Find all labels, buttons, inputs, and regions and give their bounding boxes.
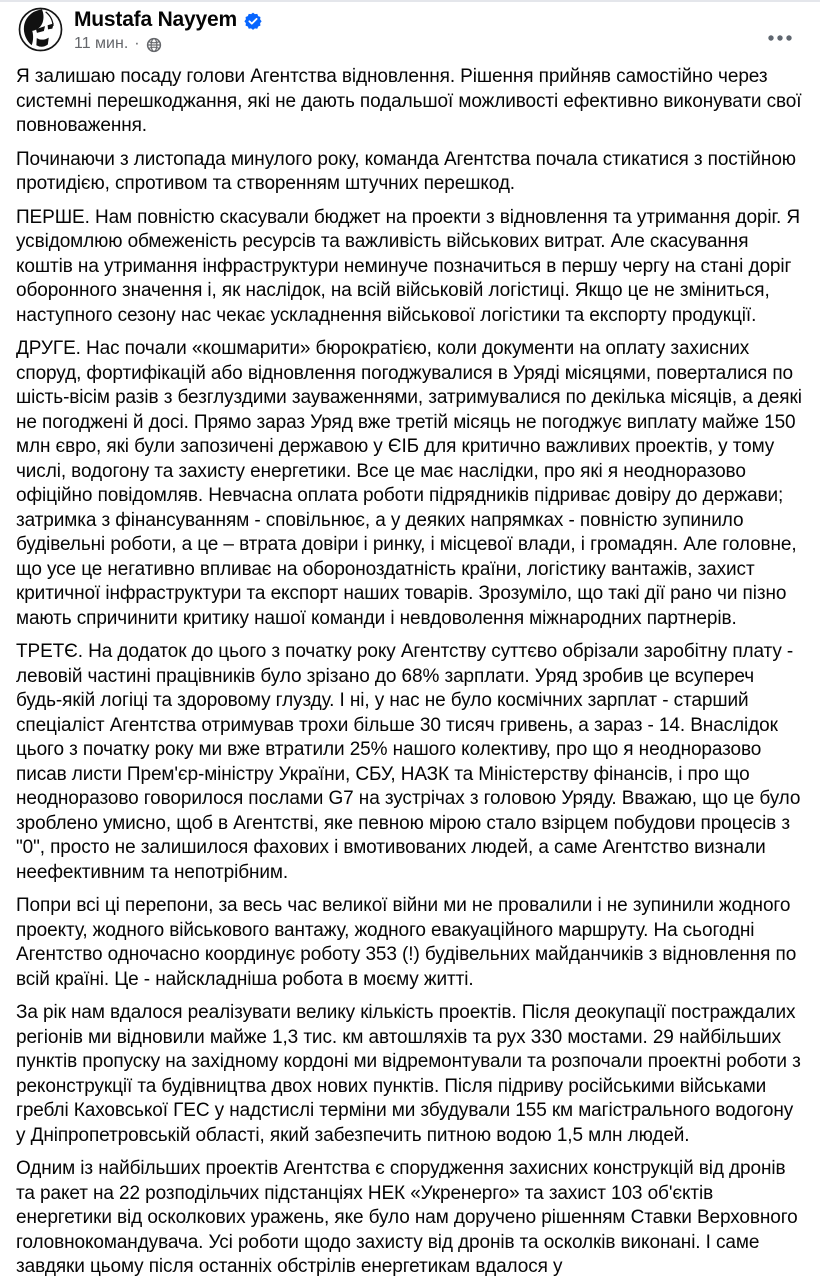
verified-badge-icon	[244, 12, 262, 30]
post-paragraph: ТРЕТЄ. На додаток до цього з початку року Агентству суттєво обрізали заробітну плату - левовій частині працівників було зрізано до 68% зарплати. Уряд зробив це всупереч будь-якій логіці та здоровому глузду. І ні, у нас не було космічних зарплат - старший спеціаліст Агентства отримував трохи більше 30 тисяч гривень, а зараз - 14. Внаслідок цього з початку року ми вже втратили 25% нашого колективу, про що я неодноразово писав листи Прем'єр-міністру України, СБУ, НАЗК та Міністерству фінансів, і про що неодноразово говорилося послами G7 на зустрічах з головою Уряду. Вважаю, що це було зроблено умисно, щоб в Агентстві, яке певною мірою стало взірцем побудови процесів з "0", просто не залишилося фахових і вмотивованих людей, а саме Агентство визнали неефективним та непотрібним.	[16, 641, 801, 883]
post-paragraph: ДРУГЕ. Нас почали «кошмарити» бюрократією, коли документи на оплату захисних споруд, фортифікацій або відновлення погоджувалися в Уряді місяцями, поверталися по шість-вісім разів з безглуздими зауваженнями, затримувалися по декілька місяців, а деякі не погоджені й досі. Прямо зараз Уряд вже третій місяць не погоджує виплату майже 150 млн євро, які були запозичені державою у ЄІБ для критично важливих проектів, у тому числі, водогону та захисту енергетики. Все це має наслідки, про які я неодноразово офіційно повідомляв. Невчасна оплата роботи підрядників підриває довіру до держави; затримка з фінансуванням - сповільнює, а у деяких напрямках - повністю зупинило будівельні роботи, а це – втрата довіри і ринку, і місцевої влади, і громадян. Але головне, що усе це негативно впливає на обороноздатність країни, логістику вантажів, захист критичної інфраструктури та експорт наших товарів. Зрозуміло, що такі дії рано чи пізно мають спричинити критику нашої команди і невдоволення міжнародних партнерів.	[16, 338, 802, 629]
more-options-button[interactable]	[762, 22, 798, 52]
meta-separator: ·	[134, 35, 140, 52]
globe-privacy-icon	[146, 37, 162, 53]
post-paragraph: Одним із найбільших проектів Агентства є спорудження захисних конструкцій від дронів та ракет на 22 розподільчих підстанціях НЕК «Укренерго» та захист 103 об'єктів енергетики від осколкових уражень, яке було нам доручено рішенням Ставки Верховного головнокомандувача. Усі роботи щодо захисту від дронів та осколків виконані. І саме завдяки цьому після останніх обстрілів енергетикам вдалося у	[16, 1158, 798, 1277]
name-row	[74, 8, 804, 32]
avatar[interactable]	[18, 7, 63, 52]
header-text	[74, 7, 804, 53]
post-body	[0, 53, 820, 1280]
post-paragraph: Починаючи з листопада минулого року, команда Агентства почала стикатися з постійною протидією, спротивом та створенням штучних перешкод.	[16, 148, 796, 194]
timestamp[interactable]: 11 мин.	[74, 35, 129, 52]
post-paragraph: За рік нам вдалося реалізувати велику кількість проектів. Після деокупації постраждалих регіонів ми відновили майже 1,3 тис. км автошляхів та рух 330 мостами. 29 найбільших пунктів пропуску на західному кордоні ми відремонтували та розпочали проектні роботи з реконструкції та будівництва двох нових пунктів. Після підриву російськими військами греблі Каховської ГЕС у надстислі терміни ми збудували 155 км магістрального водогону у Дніпропетровській області, який забезпечить питною водою 1,5 млн людей.	[16, 1002, 801, 1146]
horizontal-ellipsis-icon	[768, 35, 792, 41]
post-header	[0, 2, 820, 53]
avatar-image	[18, 7, 63, 52]
post-meta	[74, 35, 804, 53]
post-paragraph: Попри всі ці перепони, за весь час великої війни ми не провалили і не зупинили жодного проекту, жодного військового вантажу, жодного евакуаційного маршруту. На сьогодні Агентство одночасно координує роботу 353 (!) будівельних майданчиків з відновлення по всій країні. Це - найскладніша робота в моєму житті.	[16, 895, 797, 990]
post-paragraph: Я залишаю посаду голови Агентства відновлення. Рішення прийняв самостійно через системні перешкоджання, які не дають подальшої можливості ефективно виконувати свої повноваження.	[16, 66, 802, 136]
post-paragraph: ПЕРШЕ. Нам повністю скасували бюджет на проекти з відновлення та утримання доріг. Я усвідомлюю обмеженість ресурсів та важливість військових витрат. Але скасування коштів на утримання інфраструктури неминуче позначиться в першу чергу на стані доріг оборонного значення і, як наслідок, на всій військовій логістиці. Якщо це не зміниться, наступного сезону нас чекає ускладнення військової логістики та експорту продукції.	[16, 206, 801, 326]
author-name[interactable]: Mustafa Nayyem	[74, 8, 237, 31]
